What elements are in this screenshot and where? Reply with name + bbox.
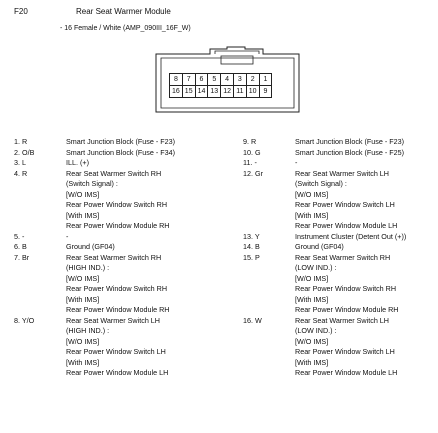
pin-description-line: [W/O IMS] bbox=[295, 189, 329, 199]
pin-description-line: Rear Power Window Module RH bbox=[66, 221, 170, 230]
pin-number: 2. O/B bbox=[14, 147, 35, 157]
connector-pin: 15 bbox=[182, 85, 196, 98]
pin-number: 6. B bbox=[14, 242, 27, 251]
pin-description-line: (HIGH IND.) : bbox=[66, 326, 110, 335]
pin-description-line: Rear Seat Warmer Switch RH bbox=[66, 252, 162, 262]
pin-description-line: (LOW IND.) : bbox=[295, 326, 337, 335]
connector-spec: - 16 Female / White (AMP_090III_16F_W) bbox=[60, 25, 191, 32]
connector-code: F20 bbox=[14, 7, 28, 16]
pin-description-line: (LOW IND.) : bbox=[295, 263, 337, 272]
connector-pin: 14 bbox=[195, 85, 209, 98]
pin-number: 8. Y/O bbox=[14, 315, 35, 325]
pin-description-line: [With IMS] bbox=[295, 210, 329, 220]
pin-number: 14. B bbox=[243, 242, 260, 251]
pin-number: 4. R bbox=[14, 168, 28, 178]
pin-number: 1. R bbox=[14, 137, 28, 146]
pin-description-line: Rear Seat Warmer Switch LH bbox=[295, 315, 389, 325]
pin-description-line: (Switch Signal) : bbox=[295, 179, 347, 188]
pin-description-line: - bbox=[66, 231, 69, 241]
pin-description-line: Smart Junction Block (Fuse - F23) bbox=[295, 137, 405, 146]
pin-description-line: [W/O IMS] bbox=[66, 336, 100, 346]
connector-diagram bbox=[155, 46, 300, 113]
pin-description-line: [W/O IMS] bbox=[66, 189, 100, 199]
pin-description-line: Rear Power Window Switch LH bbox=[295, 347, 395, 356]
pin-description-line: Smart Junction Block (Fuse - F25) bbox=[295, 147, 405, 157]
connector-pin: 8 bbox=[169, 73, 183, 86]
pin-number: 13. Y bbox=[243, 231, 260, 241]
pin-description-line: Rear Power Window Module LH bbox=[66, 368, 169, 377]
pin-number: 16. W bbox=[243, 315, 262, 325]
connector-pin: 10 bbox=[246, 85, 260, 98]
pin-description-line: [With IMS] bbox=[295, 357, 329, 367]
pin-description-line: [W/O IMS] bbox=[295, 336, 329, 346]
pin-description-line: Rear Power Window Switch RH bbox=[66, 200, 168, 209]
connector-pin: 9 bbox=[259, 85, 273, 98]
pin-number: 12. Gr bbox=[243, 168, 263, 178]
pin-description-line: Rear Power Window Module RH bbox=[66, 305, 170, 314]
pin-description-line: Ground (GF04) bbox=[66, 242, 115, 251]
connector-pin: 2 bbox=[246, 73, 260, 86]
pin-number: 11. - bbox=[243, 158, 257, 167]
pin-number: 5. - bbox=[14, 231, 25, 241]
pin-description-line: [With IMS] bbox=[66, 357, 100, 367]
pin-number: 3. L bbox=[14, 158, 26, 167]
pin-description-line: [W/O IMS] bbox=[66, 273, 100, 283]
pin-description-line: Rear Seat Warmer Switch RH bbox=[66, 168, 162, 178]
pin-description-line: Rear Seat Warmer Switch RH bbox=[295, 252, 391, 262]
pin-description-line: Rear Power Window Switch RH bbox=[295, 284, 397, 293]
pin-description-line: Rear Power Window Module LH bbox=[295, 368, 398, 377]
connector-pin: 5 bbox=[207, 73, 221, 86]
pin-number: 9. R bbox=[243, 137, 257, 146]
pin-description-line: Rear Seat Warmer Switch LH bbox=[66, 315, 160, 325]
connector-pin-row-bottom bbox=[169, 85, 271, 98]
pin-description-line: (HIGH IND.) : bbox=[66, 263, 110, 272]
pin-number: 7. Br bbox=[14, 252, 30, 262]
pin-number: 15. P bbox=[243, 252, 260, 262]
pin-description-line: Smart Junction Block (Fuse - F34) bbox=[66, 147, 176, 157]
pin-description-line: Rear Seat Warmer Switch LH bbox=[295, 168, 389, 178]
pin-description-line: [With IMS] bbox=[295, 294, 329, 304]
pin-description-line: [W/O IMS] bbox=[295, 273, 329, 283]
connector-pin: 4 bbox=[220, 73, 234, 86]
pin-description-line: Smart Junction Block (Fuse - F23) bbox=[66, 137, 176, 146]
pin-description-line: Rear Power Window Switch LH bbox=[295, 200, 395, 209]
connector-pin: 16 bbox=[169, 85, 183, 98]
connector-pin: 11 bbox=[233, 85, 247, 98]
pin-description-line: - bbox=[295, 158, 298, 167]
connector-pin: 7 bbox=[182, 73, 196, 86]
module-title: Rear Seat Warmer Module bbox=[76, 7, 171, 16]
connector-pin: 12 bbox=[220, 85, 234, 98]
pin-description-line: Rear Power Window Switch RH bbox=[66, 284, 168, 293]
pin-description-line: ILL. (+) bbox=[66, 158, 89, 167]
pin-description-line: [With IMS] bbox=[66, 210, 100, 220]
pin-description-line: (Switch Signal) : bbox=[66, 179, 118, 188]
connector-pin: 3 bbox=[233, 73, 247, 86]
pin-description-line: Rear Power Window Switch LH bbox=[66, 347, 166, 356]
pin-number: 10. G bbox=[243, 147, 261, 157]
pin-description-line: Rear Power Window Module LH bbox=[295, 221, 398, 230]
pin-description-line: [With IMS] bbox=[66, 294, 100, 304]
pin-description-line: Ground (GF04) bbox=[295, 242, 344, 251]
connector-pin: 6 bbox=[195, 73, 209, 86]
connector-pin: 13 bbox=[207, 85, 221, 98]
pin-description-line: Rear Power Window Module RH bbox=[295, 305, 399, 314]
pin-description-line: Instrument Cluster (Detent Out (+)) bbox=[295, 231, 407, 241]
connector-pin: 1 bbox=[259, 73, 273, 86]
